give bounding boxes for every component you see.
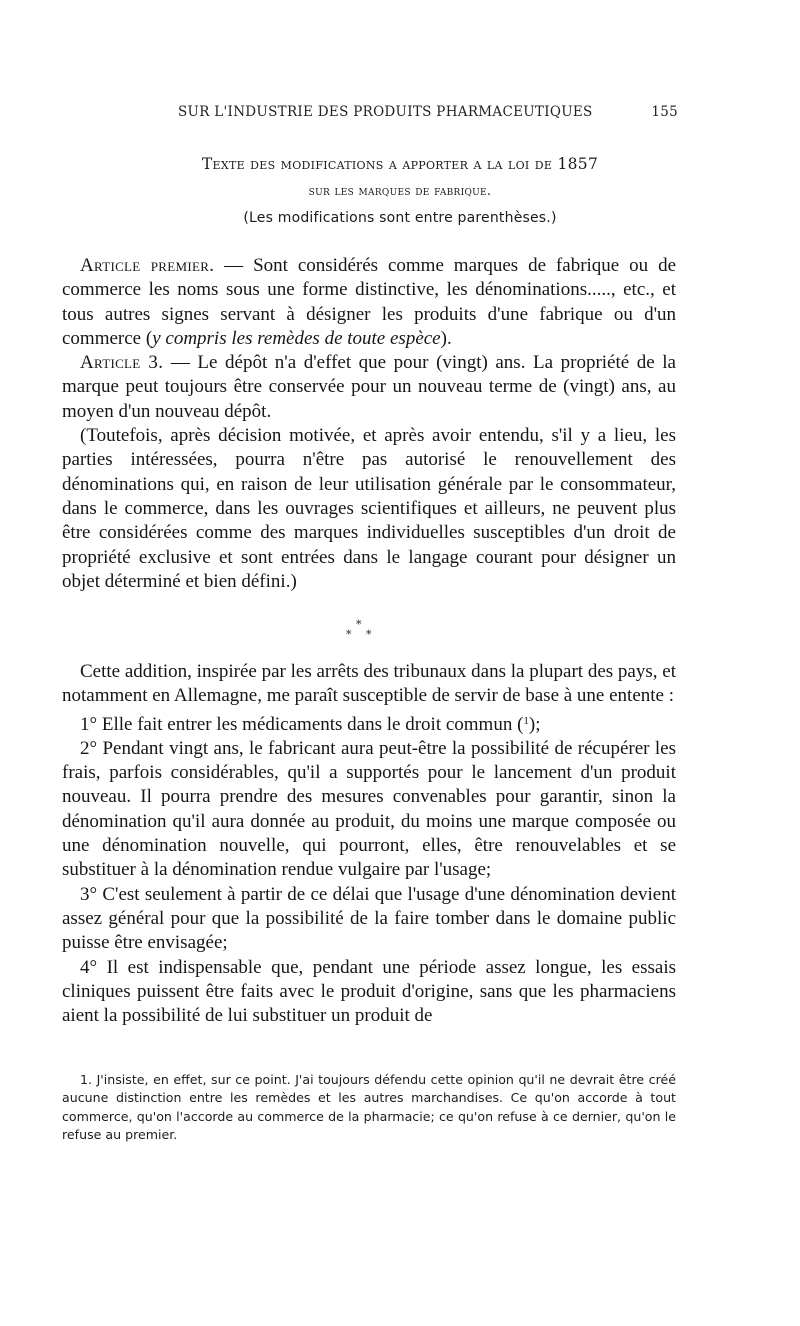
articles-block [62, 254, 676, 594]
article-text: — Le dépôt n'a d'effet que pour (vingt) ans. La propriété de la marque peut toujours être conservée pour un nouveau terme de (vingt) ans, au moyen d'un nouveau dépôt. [62, 352, 676, 422]
point-text: Pendant vingt ans, le fabricant aura peut-être la possibilité de récupérer les frais, parfois considérables, qu'il a supportés pour le lancement d'un produit nouveau. Il pourra prendre des mesures convenables pour garantir, sinon la dénomination qu'il aura donnée au produit, du moins une marque composée ou une dénomination nouvelle, qui pourront, elles, être renouvelables et se substituer à la dénomination rendue vulgaire par l'usage; [62, 737, 676, 881]
article-3 [62, 351, 676, 424]
point-number: 1° [80, 713, 98, 735]
modifications-note: (Les modifications sont entre parenthèses.) [243, 210, 557, 226]
point-number: 3° [80, 883, 98, 905]
article-italic-text: y compris les remèdes de toute espèce [152, 327, 441, 349]
page-number: 155 [651, 104, 678, 120]
footnote-text: 1. J'insiste, en effet, sur ce point. J'ai toujours défendu cette opinion qu'il ne devrait être créé aucune distinction entre les remèdes et les autres marchandises. Ce qu'on accorde à tout commerce, qu'on l'accorde au commerce de la pharmacie; ce qu'on refuse à ce dernier, qu'on le refuse au premier. [62, 1072, 676, 1142]
point-text: Elle fait entrer les médicaments dans le droit commun ( [97, 713, 524, 735]
asterism-separator [340, 618, 380, 648]
article-label: Article 3. [80, 352, 164, 374]
asterism-star: * [346, 628, 352, 641]
article-premier [62, 254, 676, 351]
footnote-reference[interactable]: 1 [523, 714, 529, 727]
asterism-star: * [356, 618, 362, 631]
point-text-end: ); [528, 713, 541, 735]
point-4 [62, 956, 676, 1029]
point-2 [62, 737, 676, 883]
article-label: Article premier. [80, 255, 215, 276]
point-text: Il est indispensable que, pendant une période assez longue, les essais cliniques puissent être faits avec le produit d'origine, sans que les pharmaciens aient la possibilité de lui substituer un produit de [62, 956, 676, 1027]
point-1 [62, 709, 676, 737]
point-text: C'est seulement à partir de ce délai que l'usage d'une dénomination devient assez général pour que la possibilité de la faire tomber dans le domaine public puisse être envisagée; [62, 883, 676, 954]
intro-paragraph: Cette addition, inspirée par les arrêts des tribunaux dans la plupart des pays, et notamment en Allemagne, me paraît susceptible de servir de base à une entente : [62, 661, 676, 707]
parenthetical-paragraph: (Toutefois, après décision motivée, et après avoir entendu, s'il y a lieu, les parties intéressées, pourra n'être pas autorisé le renouvellement des dénominations qui, en raison de leur utilisation générale par le consommateur, dans le commerce, dans les ouvrages scientifiques et ailleurs, ne peuvent plus être considérées comme des marques individuelles susceptibles d'un droit de propriété exclusive et sont entrées dans le langage courant pour désigner un objet déterminé et bien défini.) [62, 425, 676, 592]
section-subheading: sur les marques de fabrique. [308, 184, 492, 199]
discussion-block [62, 660, 676, 1028]
article-text: — Sont considérés comme marques de fabrique ou de commerce les noms sous une forme distinctive, les dénominations....., etc., et tous autres signes servant à désigner les produits d'une fabrique ou d'un commerce ( [62, 255, 676, 349]
asterism-star: * [366, 628, 372, 641]
point-number: 4° [80, 956, 98, 978]
running-title: SUR L'INDUSTRIE DES PRODUITS PHARMACEUTIQUES [178, 104, 593, 120]
point-number: 2° [80, 737, 98, 759]
section-heading: Texte des modifications a apporter a la loi de 1857 [201, 155, 599, 173]
point-3 [62, 883, 676, 956]
footnote [62, 1071, 676, 1144]
article-text-end: ). [440, 327, 452, 349]
